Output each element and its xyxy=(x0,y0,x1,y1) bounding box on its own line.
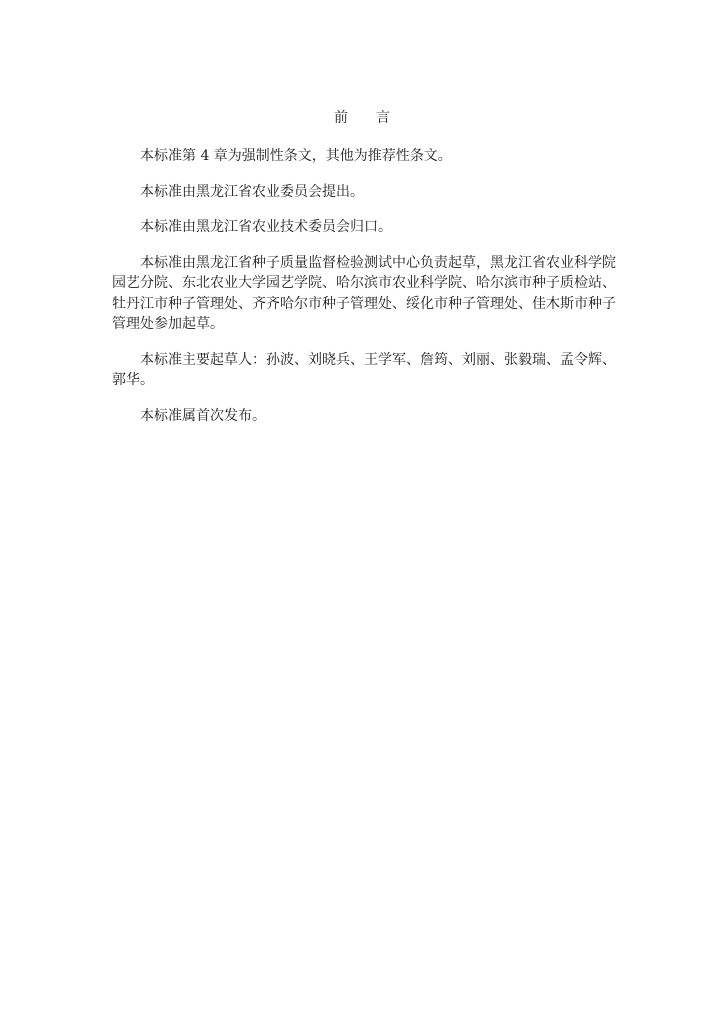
paragraph-administrator: 本标准由黑龙江省农业技术委员会归口。 xyxy=(140,219,392,235)
paragraph-proposer: 本标准由黑龙江省农业委员会提出。 xyxy=(140,183,364,200)
paragraph-drafting-units: 本标准由黑龙江省种子质量监督检验测试中心负责起草，黑龙江省农业科学院园艺分院、东北农业大学园艺学院、哈尔滨市农业科学院、哈尔滨市种子质检站、牡丹江市种子管理处、齐齐哈尔市种子管理处、绥化市种子管理处、佳木斯市种子管理处参加起草。 xyxy=(112,254,616,332)
paragraph-mandatory-clause: 本标准第 4 章为强制性条文，其他为推荐性条文。 xyxy=(140,148,452,164)
foreword-body xyxy=(112,146,616,441)
page-title: 前言 xyxy=(334,110,418,126)
paragraph-drafters: 本标准主要起草人：孙波、刘晓兵、王学军、詹筠、刘丽、张毅瑞、孟令辉、郭华。 xyxy=(112,351,616,388)
paragraph-release-note: 本标准属首次发布。 xyxy=(140,407,266,424)
